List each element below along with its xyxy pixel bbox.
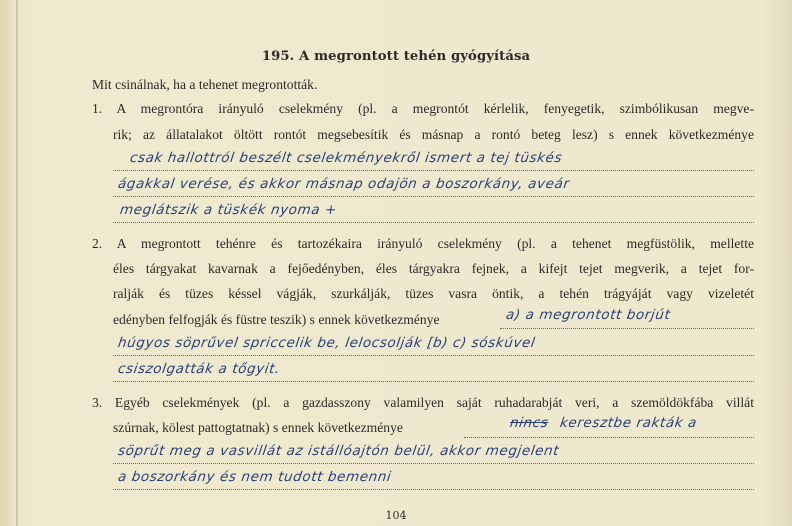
q1-text-line-2: rik; az állatalakot öltött rontót megsebesítik és másnap a rontó beteg lesz) s ennek következménye: [113, 127, 754, 142]
page-binding-edge: [16, 0, 18, 526]
q1-handwritten-answer-2: ágakkal verése, és akkor másnap odajön a boszorkány, aveár: [116, 176, 571, 192]
q3-text-line-2: szúrnak, kölest pattogtatnak) s ennek következménye: [113, 420, 403, 435]
q1-answer-dotline-1: [113, 170, 754, 171]
q2-text-line-4: edényben felfogják és füstre teszik) s ennek következménye: [113, 312, 440, 327]
q2-handwritten-answer-2: húgyos söprűvel spriccelik be, lelocsolják [b) c) sóskúvel: [116, 335, 537, 351]
q3-answer-dotline-2: [113, 463, 754, 464]
q3-handwritten-answer-3: a boszorkány és nem tudott bemenni: [116, 469, 393, 485]
q2-answer-dotline-3: [113, 381, 754, 382]
q1-answer-dotline-3: [113, 222, 754, 223]
intro-question: Mit csinálnak, ha a tehenet megrontották.: [92, 77, 318, 92]
section-title: 195. A megrontott tehén gyógyítása: [261, 49, 531, 64]
q2-text-line-1: 2. A megrontott tehénre és tartozékaira irányuló cselekmény (pl. a tehenet megfüstölik, mellette: [92, 236, 754, 251]
q1-handwritten-answer-1: csak hallottról beszélt cselekményekről ismert a tej tüskés: [128, 150, 564, 166]
q3-answer-dotline-1: [464, 437, 754, 438]
q3-text-line-1: 3. Egyéb cselekmények (pl. a gazdasszony valamilyen saját ruhadarabját veri, a szemöldökfába villát: [92, 395, 754, 410]
q2-text-line-2: éles tárgyakat kavarnak a fejőedényben, éles tárgyakra fejnek, a kifejt tejet megverik, a tejet for-: [113, 261, 754, 276]
q2-handwritten-answer-1: a) a megrontott borjút: [504, 307, 672, 323]
q1-answer-dotline-2: [113, 196, 754, 197]
q1-text-line-1: 1. A megrontóra irányuló cselekmény (pl. a megrontót kérlelik, fenyegetik, szimbólikusan megve-: [92, 101, 754, 116]
q2-handwritten-answer-3: csiszolgatták a tőgyit.: [116, 361, 282, 377]
q2-answer-dotline-2: [113, 355, 754, 356]
q3-answer-dotline-3: [113, 489, 754, 490]
q2-answer-dotline-1: [500, 328, 754, 329]
q3-handwritten-answer-1: keresztbe rakták a: [558, 415, 699, 431]
q1-handwritten-answer-3: meglátszik a tüskék nyoma +: [118, 202, 339, 218]
q3-struck-answer: nincs: [508, 415, 550, 431]
q2-text-line-3: ralják és tüzes késsel vágják, szurkálják, tüzes vasra öntik, a tehén trágyáját vagy vizeletét: [113, 286, 754, 301]
page-number: 104: [385, 509, 407, 522]
q3-handwritten-answer-2: söprűt meg a vasvillát az istállóajtón belül, akkor megjelent: [116, 443, 561, 459]
